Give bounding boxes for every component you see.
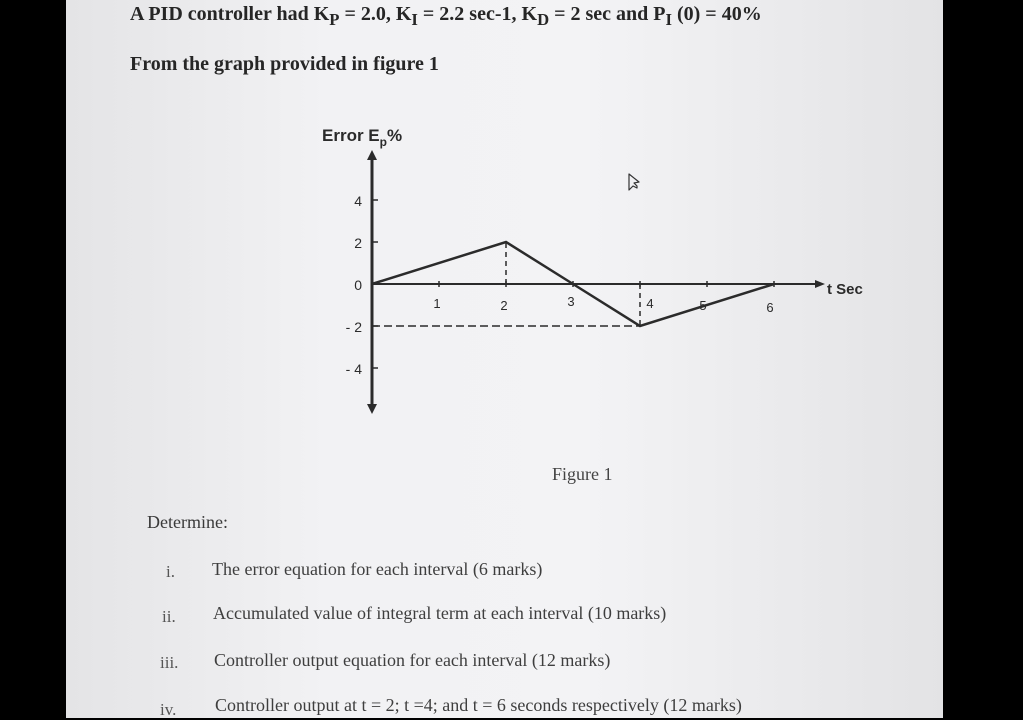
y-axis-arrow-up bbox=[367, 150, 377, 160]
x-tick-label: 6 bbox=[766, 300, 773, 315]
x-tick-label: 4 bbox=[646, 296, 653, 311]
x-tick-label: 3 bbox=[567, 294, 574, 309]
x-axis-label: t Sec bbox=[827, 281, 863, 298]
y-tick-label: - 2 bbox=[346, 319, 363, 335]
y-tick-label: - 4 bbox=[346, 361, 363, 377]
y-tick-label: 0 bbox=[354, 277, 362, 293]
mouse-cursor-icon bbox=[629, 174, 639, 190]
problem-statement: A PID controller had $K_P = 2.0$, $K_I = 2.2$ sec-1, $K_D = 2$ sec and $P_I$ (0) = 40% bbox=[130, 3, 762, 30]
question-text: Controller output equation for each interval (12 marks) bbox=[214, 650, 610, 671]
question-text: Controller output at t = 2; t =4; and t = 6 seconds respectively (12 marks) bbox=[215, 695, 742, 716]
question-number: iv. bbox=[160, 700, 176, 720]
x-tick-label: 5 bbox=[699, 298, 706, 313]
y-axis-label: Error $E_p\%$ bbox=[322, 126, 402, 149]
graph-reference-line: From the graph provided in figure 1 bbox=[130, 53, 439, 76]
question-number: i. bbox=[166, 562, 175, 582]
y-tick-label: 4 bbox=[354, 193, 362, 209]
question-number: iii. bbox=[160, 653, 178, 673]
y-tick-label: 2 bbox=[354, 235, 362, 251]
question-number: ii. bbox=[162, 607, 176, 627]
question-text: The error equation for each interval (6 marks) bbox=[212, 559, 542, 580]
y-axis-arrow-down bbox=[367, 404, 377, 414]
figure-caption: Figure 1 bbox=[552, 464, 613, 485]
x-tick-label: 2 bbox=[500, 298, 507, 313]
determine-label: Determine: bbox=[147, 512, 228, 533]
x-axis-arrow bbox=[815, 280, 825, 288]
question-text: Accumulated value of integral term at each interval (10 marks) bbox=[213, 603, 666, 624]
x-tick-label: 1 bbox=[433, 296, 440, 311]
